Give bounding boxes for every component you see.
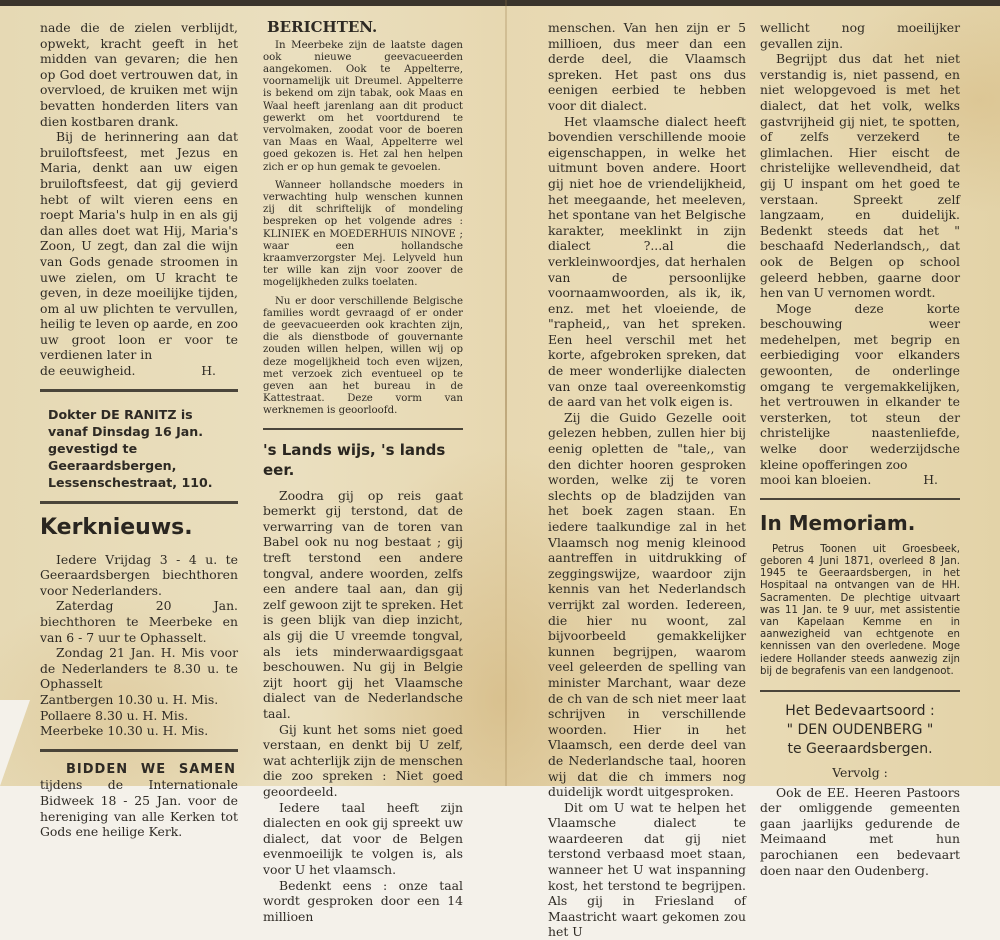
vervolg-label: Vervolg : [832, 765, 888, 781]
memoriam-text: Petrus Toonen uit Groesbeek, geboren 4 Juni 1871, overleed 8 Jan. 1945 te Geeraardsbergen, in het Hospitaal na ontvangen van de HH. Sacramenten. De plechtige uitvaart was 11 Jan. te 9 uur, met assistentie van Kapelaan Kemme en in aanwezigheid van echtgenote en kennissen van den overledene. Moge iedere Hollander steeds aanwezig zijn bij de begrafenis van een landgenoot. [760, 543, 960, 677]
lands-para-2: Gij kunt het soms niet goed verstaan, en denkt bij U zelf, wat achterlijk zijn de menschen die zoo spreken : Niet goed geoordeeld. [263, 721, 463, 799]
divider [40, 749, 238, 752]
bidden-heading [40, 762, 238, 778]
kerknieuws-heading: Kerknieuws. [40, 514, 193, 540]
bedevaart-title-line-1: Het Bedevaartsoord : [785, 703, 935, 720]
column-3 [548, 20, 746, 940]
berichten-para-3: Nu er door verschillende Belgische families wordt gevraagd of er onder de geevacueerden ook krachten zijn, die als dienstbode of gouvernante zouden willen helpen, willen wij op deze mogelijkheid toch even wijzen, met verzoek zich eventueel op te geven aan het bureau in de Kattestraat. Deze vorm van werknemen is geoorloofd. [263, 295, 463, 417]
bruiloft-para-1: nade die de zielen verblijdt, opwekt, kracht geeft in het midden van gevaren; die hen op God doet vertrouwen dat, in overvloed, de kruiken met wijn bevatten honderden liters van dien kostbaren drank. [40, 20, 238, 129]
divider [40, 501, 238, 504]
author-signature: H. [923, 472, 938, 488]
bedevaart-title-line-2: " DEN OUDENBERG " [786, 722, 934, 739]
bruiloft-closing: de eeuwigheid. [40, 363, 136, 379]
lands-para-4: Bedenkt eens : onze taal wordt gesproken door een 14 millioen [263, 877, 463, 924]
dialect-closing: mooi kan bloeien. [760, 472, 872, 488]
dialect-para-2: Het vlaamsche dialect heeft bovendien verschillende mooie eigenschappen, in welke het uitmunt boven andere. Hoort gij niet hoe de vriendelijkheid, het meegaande, het meeleven, het spontane van het Belgische karakter, meeklinkt in zijn dialect ?...al die verkleinwoordjes, dat herhalen van de persoonlijke voornaamwoorden, als ik, ik, enz. met het vloeiende, de "rapheid,, van het spreken. Een heel verschil met het korte, afgebroken spreken, dat de meer wonderlijke dialecten van onze taal overeenkomstig de aard van het volk eigen is. [548, 113, 746, 410]
center-fold [505, 0, 507, 786]
bedevaart-text: Ook de EE. Heeren Pastoors der omliggende gemeenten gaan jaarlijks gedurende de Meimaand met hun parochianen een bedevaart doen naar den Oudenberg. [760, 784, 960, 878]
divider [760, 498, 960, 500]
lands-para-3: Iedere taal heeft zijn dialecten en ook gij spreekt uw dialect, dat voor de Belgen evenmoeilijk te volgen is, als voor U het vlaamsch. [263, 799, 463, 877]
scan-top-edge [0, 0, 1000, 6]
kerk-para-2: Zaterdag 20 Jan. biechthoren te Meerbeke en van 6 - 7 uur te Ophasselt. [40, 598, 238, 645]
mass-schedule-item: Zantbergen 10.30 u. H. Mis. [40, 692, 219, 707]
dialect-signature-line [760, 472, 960, 488]
berichten-body [263, 40, 463, 418]
bruiloft-signature-line [40, 363, 238, 379]
author-signature: H. [201, 363, 216, 379]
bidden-word: SAMEN [178, 761, 236, 777]
divider [263, 428, 463, 430]
divider [760, 690, 960, 692]
mass-schedule-item: Meerbeke 10.30 u. H. Mis. [40, 723, 209, 739]
memoriam-heading: In Memoriam. [760, 510, 916, 535]
bedevaart-title-line-3: te Geeraardsbergen. [787, 741, 933, 758]
lands-wijs-heading: 's Lands wijs, 's lands eer. [263, 440, 446, 479]
column-4 [760, 20, 960, 878]
divider [40, 389, 238, 392]
dialect-cont-para-3: Moge deze korte beschouwing weer medehelpen, met begrip en eerbiediging voor elkanders gewoonten, de onderlinge omgang te vergemakkelijken, het vertrouwen in elkander te versterken, tot steun der christelijke naastenliefde, welke door wederzijdsche kleine opofferingen zoo [760, 300, 960, 472]
dialect-cont-para-2: Begrijpt dus dat het niet verstandig is, niet passend, en niet welopgevoed is met het dialect, dat het volk, welks gastvrijheid gij niet, te spotten, of zelfs verzekerd te glimlachen. Hier eischt de christelijke wellevendheid, dat gij U inspant om het goed te verstaan. Spreekt zelf langzaam, en duidelijk. Bedenkt steeds dat het " beschaafd Nederlandsch,, dat ook de Belgen op school geleerd hebben, gaarne door hen van U vernomen wordt. [760, 51, 960, 301]
kerk-para-3: Zondag 21 Jan. H. Mis voor de Nederlanders te 8.30 u. te Ophasselt [40, 645, 238, 692]
dialect-para-3: Zij die Guido Gezelle ooit gelezen hebben, zullen hier bij eenig opletten de "tale,, van den dichter hooren gesproken worden, welke zij te voren slechts op de bladzijden van het boek zagen staan. En iedere taalkundige zal in het Vlaamsch nog menig kleinood aantreffen in uitdrukking of zeggingswijze, waardoor zijn kennis van het Nederlandsch verrijkt zal worden. Iedereen, die hier nu woont, zal bijvoorbeeld gemakkelijker kunnen begrijpen, waarom veel geleerden de spelling van minister Marchant, waar deze de ch van de sch niet meer laat schrijven in verschillende woorden. Hier in het Vlaamsch, een derde deel van de Nederlandsche taal, hooren wij dat die ch immers nog duidelijk wordt uitgesproken. [548, 409, 746, 800]
column-2 [263, 20, 463, 924]
dialect-para-4: Dit om U wat te helpen het Vlaamsche dialect te waardeeren dat gij niet terstond verbaasd moet staan, wanneer het U wat inspanning kost, het terstond te begrijpen. Als gij in Friesland of Maastricht waart gekomen zou het U [548, 799, 746, 940]
bruiloft-para-2: Bij de herinnering aan dat bruiloftsfeest, met Jezus en Maria, denkt aan uw eigen bruiloftsfeest, dat gij gevierd hebt of wilt vieren eens en roept Maria's hulp in en als gij dan alles doet wat Hij, Maria's Zoon, U zegt, dan zal die wijn van Gods genade stroomen in uwe zielen, om U kracht te geven, in deze moeilijke tijden, om al uw plichten te vervullen, heilig te leven op aarde, en zoo uw groot loon er voor te verdienen later in [40, 129, 238, 363]
bidden-word: WE [140, 761, 167, 777]
memoriam-body [760, 544, 960, 678]
dialect-cont-para-1: wellicht nog moeilijker gevallen zijn. [760, 20, 960, 51]
bidden-word: BIDDEN [66, 761, 129, 777]
doctor-notice: Dokter DE RANITZ is vanaf Dinsdag 16 Jan. gevestigd te Geeraardsbergen, Lessenschestraat, 110. [48, 406, 213, 490]
kerk-para-1: Iedere Vrijdag 3 - 4 u. te Geeraardsbergen biechthoren voor Nederlanders. [40, 551, 238, 598]
lands-para-1: Zoodra gij op reis gaat bemerkt gij terstond, dat de verwarring van de toren van Babel ook nu nog bestaat ; gij treft terstond een andere tongval, andere woorden, zelfs een andere taal aan, dan gij zelf gewoon zijt te spreken. Het is geen blijk van diep inzicht, als gij die U vreemde tongval, als iets minderwaardigsgaat beschouwen. Nu gij in Belgie zijt hoort gij het Vlaamsche dialect van de Nederlandsche taal. [263, 487, 463, 721]
torn-corner [0, 700, 30, 786]
mass-schedule-item: Pollaere 8.30 u. H. Mis. [40, 707, 189, 723]
berichten-para-1: In Meerbeke zijn de laatste dagen ook nieuwe geevacueerden aangekomen. Ook te Appelterre, voornamelijk uit Dreumel. Appelterre is bekend om zijn tabak, ook Maas en Waal heeft jarenlang aan dit product gewerkt om het voortdurend te vervolmaken, zoodat voor de boeren van Maas en Waal, Appelterre wel goed gekozen is. Het zal hen helpen zich er op hun gemak te gevoelen. [263, 39, 463, 173]
bidweek-text: tijdens de Internationale Bidweek 18 - 25 Jan. voor de hereniging van alle Kerken tot Gods ene heilige Kerk. [40, 777, 238, 840]
column-1 [40, 20, 238, 840]
dialect-para-1: menschen. Van hen zijn er 5 millioen, dus meer dan een derde deel, die Vlaamsch spreken. Het past ons dus eenigen eerbied te hebben voor dit dialect. [548, 20, 746, 113]
berichten-heading: BERICHTEN. [267, 18, 378, 36]
berichten-para-2: Wanneer hollandsche moeders in verwachting hulp wenschen kunnen zij dit schriftelijk of mondeling bespreken op het volgende adres : KLINIEK en MOEDERHUIS NINOVE ; waar een hollandsche kraamverzorgster Mej. Lelyveld hun ter wille kan zijn voor zoover de mogelijkheden zulks toelaten. [263, 179, 463, 289]
